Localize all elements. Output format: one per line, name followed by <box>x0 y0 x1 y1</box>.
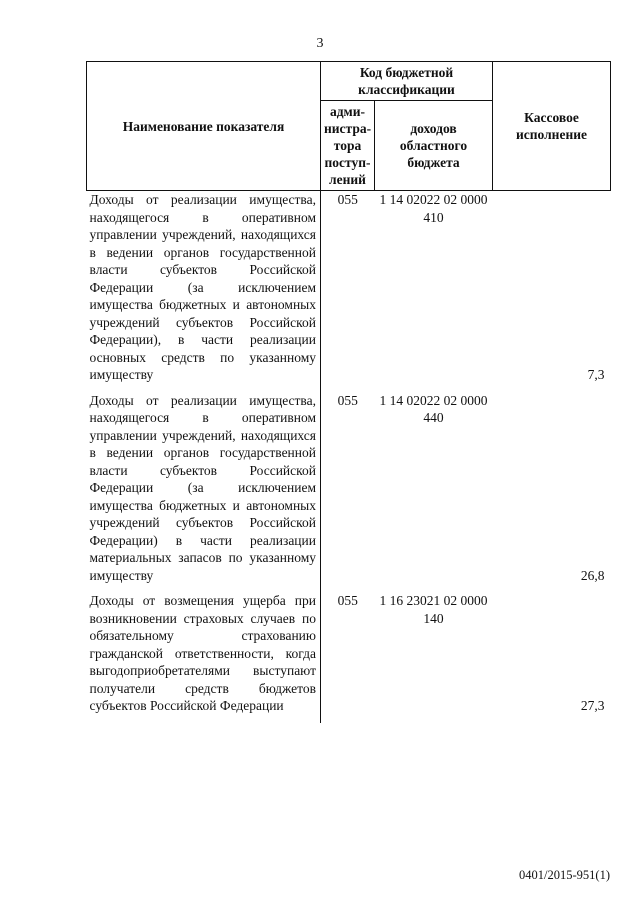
row-amount: 7,3 <box>587 367 605 382</box>
row-admin-code: 055 <box>321 392 375 593</box>
row-admin-code: 055 <box>321 592 375 723</box>
row-name: Доходы от реализации имущества, находящегося в оперативном управлении учреждений, находящихся в ведении органов государственной власти субъектов Российской Федерации (за исключением имущества бюджетных и автономных учреждений субъектов Российской Федерации), в части реализации основных средств по указанному имуществу <box>89 192 316 382</box>
table-row <box>87 592 611 723</box>
row-amount: 26,8 <box>580 567 605 583</box>
row-name: Доходы от реализации имущества, находящегося в оперативном управлении учреждений, находящихся в ведении органов государственной власти субъектов Российской Федерации (за исключением имущества бюджетных и автономных учреждений субъектов Российской Федерации) в части реализации материальных запасов по указанному имуществу <box>89 392 316 583</box>
row-income-code: 1 16 23021 02 0000 140 <box>379 593 488 626</box>
row-admin-code: 055 <box>321 191 375 392</box>
row-amount: 27,3 <box>580 698 605 713</box>
header-admin: адми-нистра-тора поступ-лений <box>321 101 375 191</box>
header-code-group: Код бюджетной классификации <box>321 62 493 101</box>
row-income-code: 1 14 02022 02 0000 410 <box>379 192 488 225</box>
table-row <box>87 392 611 593</box>
document-code: 0401/2015-951(1) <box>519 868 610 882</box>
table-row <box>87 191 611 392</box>
header-name: Наименование показателя <box>87 62 321 191</box>
row-income-code: 1 14 02022 02 0000 440 <box>379 392 488 425</box>
budget-table <box>86 61 611 723</box>
header-cash: Кассовое исполнение <box>493 62 611 191</box>
page-number: 3 <box>316 36 324 51</box>
row-name: Доходы от возмещения ущерба при возникновении страховых случаев по обязательному страхованию гражданской ответственности, когда выгодоприобретателями выступают получатели средств бюджетов субъектов Российской Федерации <box>89 593 316 713</box>
header-income: доходов областного бюджета <box>375 101 493 191</box>
